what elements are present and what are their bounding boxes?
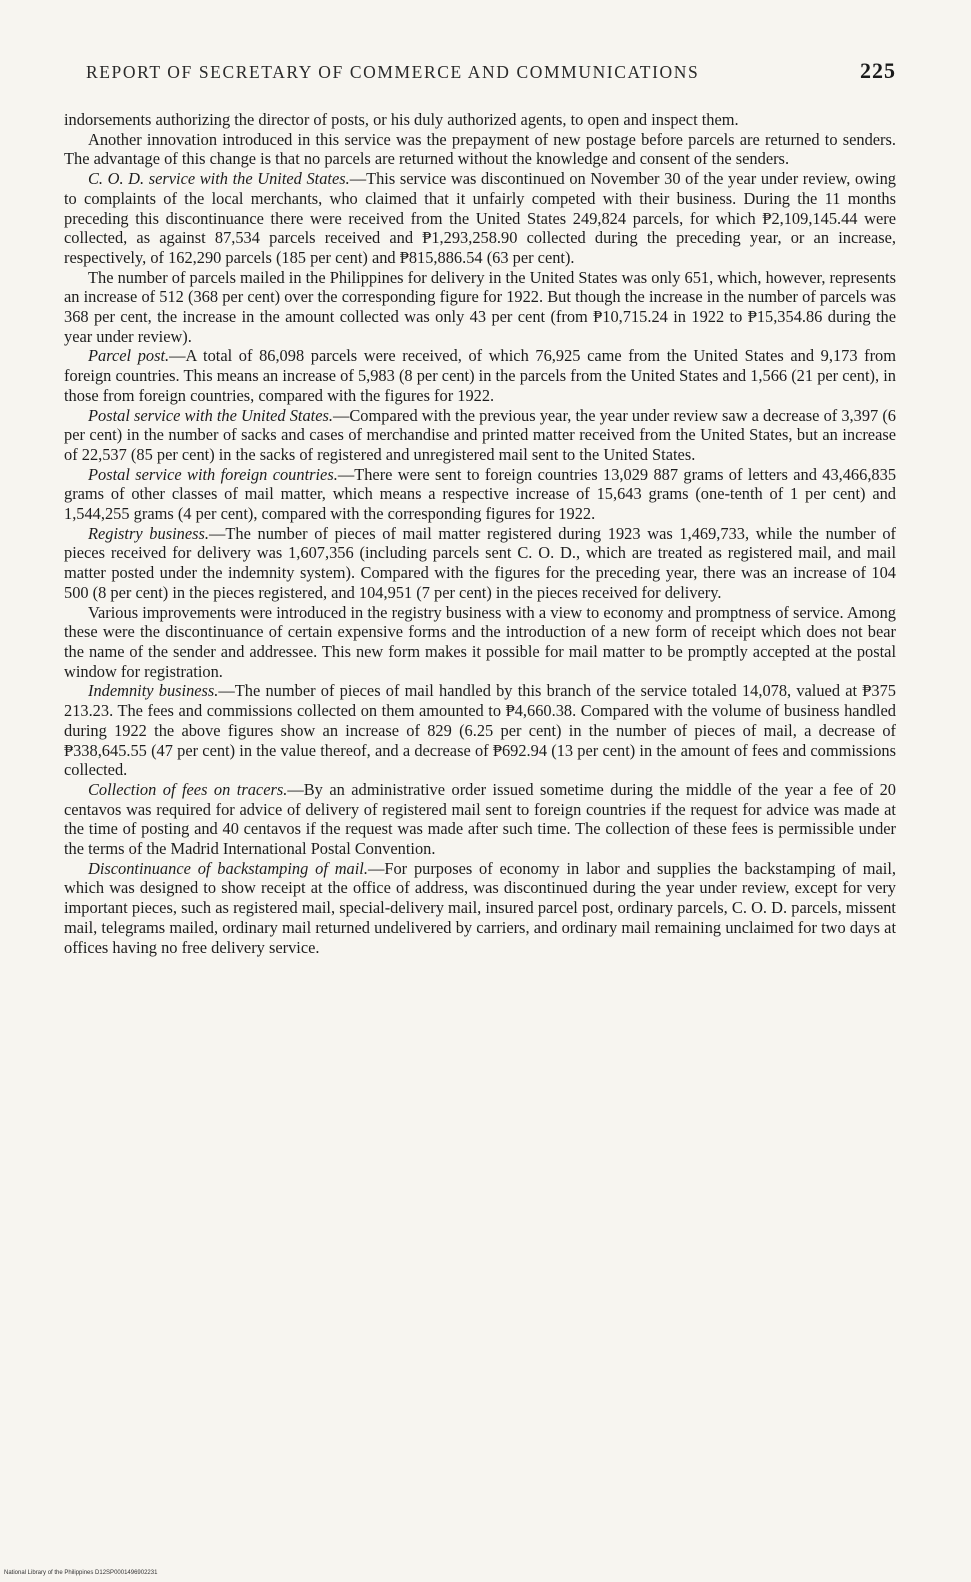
paragraph-lead: Postal service with foreign countries. bbox=[88, 464, 338, 484]
paragraph bbox=[64, 681, 896, 780]
paragraph bbox=[64, 465, 896, 524]
paragraph bbox=[64, 346, 896, 405]
paragraph-text: —The number of pieces of mail matter registered during 1923 was 1,469,733, while the number of pieces received for delivery was 1,607,356 (including parcels sent C. O. D., which are treated as registered mail, and mail matter posted under the indemnity system). Compared with the figures for the preceding year, there was an increase of 104 500 (8 per cent) in the pieces registered, and 104,951 (7 per cent) in the pieces received for delivery. bbox=[64, 523, 896, 602]
running-title: REPORT OF SECRETARY OF COMMERCE AND COMMUNICATIONS bbox=[86, 62, 700, 82]
paragraph-lead: Collection of fees on tracers. bbox=[88, 779, 288, 799]
paragraph bbox=[64, 268, 896, 347]
paragraph-text: —A total of 86,098 parcels were received, of which 76,925 came from the United States and 9,173 from foreign countries. This means an increase of 5,983 (8 per cent) in the parcels from the United States and 1,566 (21 per cent), in those from foreign countries, compared with the figures for 1922. bbox=[64, 346, 896, 405]
scan-source-line: National Library of the Philippines D12SP0001496902231 bbox=[4, 1570, 158, 1576]
paragraph bbox=[64, 524, 896, 603]
paragraph bbox=[64, 406, 896, 465]
paragraph-text: indorsements authorizing the director of posts, or his duly authorized agents, to open and inspect them. bbox=[64, 110, 739, 129]
running-head bbox=[64, 58, 896, 102]
paragraph-lead: Indemnity business. bbox=[88, 681, 219, 701]
paragraph-lead: C. O. D. service with the United States. bbox=[88, 169, 350, 189]
body-text bbox=[64, 110, 896, 957]
paragraph-text: —This service was discontinued on November 30 of the year under review, owing to complaints of the local merchants, who claimed that it unfairly competed with their business. During the 11 months preceding this discontinuance there were received from the United States 249,824 parcels, for which ₱2,109,145.44 were collected, as against 87,534 parcels received and ₱1,293,258.90 collected during the preceding year, or an increase, respectively, of 162,290 parcels (185 per cent) and ₱815,886.54 (63 per cent). bbox=[64, 169, 896, 267]
paragraph bbox=[64, 859, 896, 958]
paragraph-text: —By an administrative order issued sometime during the middle of the year a fee of 20 centavos was required for advice of delivery of registered mail sent to foreign countries if the request for advice was made at the time of posting and 40 centavos if the request was made after such time. The collection of these fees is permissible under the terms of the Madrid International Postal Convention. bbox=[64, 779, 896, 859]
paragraph-lead: Parcel post. bbox=[88, 346, 170, 366]
paragraph-text: —There were sent to foreign countries 13,029 887 grams of letters and 43,466,835 grams of other classes of mail matter, which means a respective increase of 15,643 grams (one-tenth of 1 per cent) and 1,544,255 grams (4 per cent), compared with the corresponding figures for 1922. bbox=[64, 464, 897, 524]
paragraph bbox=[64, 603, 896, 682]
paragraph-lead: Discontinuance of backstamping of mail. bbox=[88, 858, 368, 878]
page-number: 225 bbox=[860, 58, 896, 83]
paragraph bbox=[64, 780, 896, 859]
paragraph-text: —The number of pieces of mail handled by this branch of the service totaled 14,078, valued at ₱375 213.23. The fees and commissions collected on them amounted to ₱4,660.38. Compared with the volume of business handled during 1922 the above figures show an increase of 829 (6.25 per cent) in the number of pieces of mail, a decrease of ₱338,645.55 (47 per cent) in the value thereof, and a decrease of ₱692.94 (13 per cent) in the amount of fees and commissions collected. bbox=[64, 681, 896, 780]
paragraph bbox=[64, 110, 896, 130]
paragraph-text: —For purposes of economy in labor and supplies the backstamping of mail, which was designed to show receipt at the office of address, was discontinued during the year under review, except for very important pieces, such as registered mail, special-delivery mail, insured parcel post, ordinary parcels, C. O. D. parcels, missent mail, telegrams mailed, ordinary mail returned undelivered by carriers, and ordinary mail remaining unclaimed for two days at offices having no free delivery service. bbox=[64, 858, 896, 957]
paragraph-text: Another innovation introduced in this service was the prepayment of new postage before parcels are returned to senders. The advantage of this change is that no parcels are returned without the knowledge and consent of the senders. bbox=[64, 129, 896, 169]
paragraph-text: —Compared with the previous year, the year under review saw a decrease of 3,397 (6 per cent) in the number of sacks and cases of merchandise and printed matter received from the United States, but an increase of 22,537 (85 per cent) in the sacks of registered and unregistered mail sent to the United States. bbox=[64, 405, 896, 464]
paragraph-text: Various improvements were introduced in the registry business with a view to economy and promptness of service. Among these were the discontinuance of certain expensive forms and the introduction of a new form of receipt which does not bear the name of the sender and addressee. This new form makes it possible for mail matter to be promptly accepted at the postal window for registration. bbox=[64, 602, 896, 681]
paragraph-text: The number of parcels mailed in the Philippines for delivery in the United States was only 651, which, however, represents an increase of 512 (368 per cent) over the corresponding figure for 1922. But though the increase in the number of parcels was 368 per cent, the increase in the amount collected was only 43 per cent (from ₱10,715.24 in 1922 to ₱15,354.86 during the year under review). bbox=[64, 267, 896, 346]
paragraph bbox=[64, 169, 896, 268]
document-page bbox=[64, 58, 896, 957]
paragraph bbox=[64, 130, 896, 169]
paragraph-lead: Registry business. bbox=[88, 523, 209, 543]
paragraph-lead: Postal service with the United States. bbox=[88, 405, 333, 425]
